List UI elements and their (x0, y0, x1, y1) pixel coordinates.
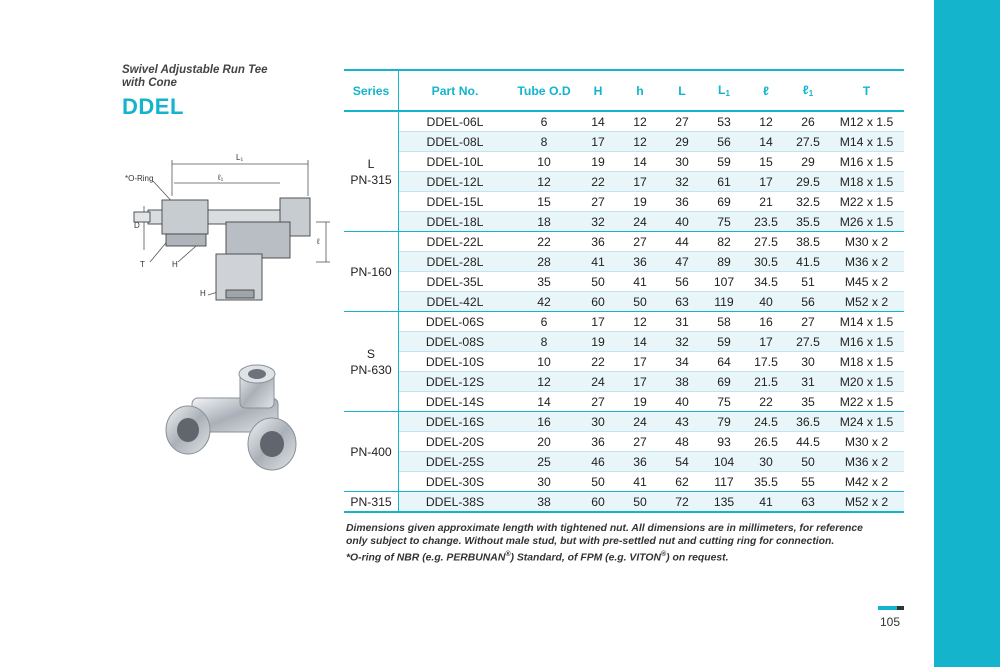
table-cell: 27 (619, 232, 661, 252)
table-cell: 40 (661, 212, 703, 232)
table-cell: 69 (703, 372, 745, 392)
table-cell: M18 x 1.5 (829, 352, 904, 372)
table-row (344, 152, 904, 172)
footnote-line-3-a: *O-ring of NBR (e.g. PERBUNAN (346, 552, 506, 564)
table-cell: 6 (511, 111, 577, 132)
table-row (344, 232, 904, 252)
table-cell: 12 (619, 312, 661, 332)
table-cell: 15 (745, 152, 787, 172)
series-label: PN-400 (350, 444, 392, 459)
table-cell: 17 (745, 172, 787, 192)
col-header-l1: ℓ$_1$ (787, 70, 829, 111)
part-number-cell: DDEL-06S (399, 312, 512, 332)
table-cell: 24 (619, 212, 661, 232)
table-cell: 31 (787, 372, 829, 392)
table-cell: M24 x 1.5 (829, 412, 904, 432)
table-row (344, 252, 904, 272)
footnote-line-3-c: ) on request. (666, 552, 729, 564)
table-cell: 17 (619, 372, 661, 392)
subtitle-line-1: Swivel Adjustable Run Tee (122, 64, 268, 76)
table-row (344, 392, 904, 412)
table-cell: M52 x 2 (829, 492, 904, 513)
table-cell: 24 (619, 412, 661, 432)
table-cell: 50 (577, 272, 619, 292)
table-cell: 27 (577, 392, 619, 412)
col-header-L (661, 70, 703, 111)
table-cell: M22 x 1.5 (829, 192, 904, 212)
table-cell: 19 (619, 192, 661, 212)
table-cell: 59 (703, 152, 745, 172)
table-cell: 12 (745, 111, 787, 132)
table-cell: 12 (511, 172, 577, 192)
table-row (344, 492, 904, 513)
table-cell: 69 (703, 192, 745, 212)
table-cell: 41.5 (787, 252, 829, 272)
table-cell: 54 (661, 452, 703, 472)
table-cell: M12 x 1.5 (829, 111, 904, 132)
footnote (346, 522, 906, 564)
table-cell: 32 (577, 212, 619, 232)
table-cell: 89 (703, 252, 745, 272)
table-cell: 53 (703, 111, 745, 132)
drawing-label-L1: L₁ (236, 153, 244, 162)
table-cell: 26 (787, 111, 829, 132)
table-cell: 21.5 (745, 372, 787, 392)
col-header-l: ℓ (745, 70, 787, 111)
part-number-cell: DDEL-06L (399, 111, 512, 132)
table-cell: 107 (703, 272, 745, 292)
table-cell: 27.5 (787, 132, 829, 152)
table-cell: 26.5 (745, 432, 787, 452)
part-number-cell: DDEL-18L (399, 212, 512, 232)
table-cell: M16 x 1.5 (829, 152, 904, 172)
footnote-line-3-b: ) Standard, of FPM (e.g. VITON (510, 552, 661, 564)
table-cell: 20 (511, 432, 577, 452)
table-cell: 30 (577, 412, 619, 432)
series-cell (344, 111, 399, 232)
col-header-tube-od: Tube O.D (511, 70, 577, 111)
table-row (344, 111, 904, 132)
table-cell: 63 (661, 292, 703, 312)
table-cell: 40 (745, 292, 787, 312)
table-cell: 32 (661, 332, 703, 352)
table-cell: 22 (577, 352, 619, 372)
table-row (344, 372, 904, 392)
table-cell: 42 (511, 292, 577, 312)
part-number-cell: DDEL-35L (399, 272, 512, 292)
drawing-label-D: D (134, 221, 140, 230)
table-cell: 16 (745, 312, 787, 332)
registered-mark-1: ® (505, 551, 511, 558)
table-cell: 25 (511, 452, 577, 472)
table-cell: 17 (619, 172, 661, 192)
table-cell: 50 (787, 452, 829, 472)
table-cell: 14 (745, 132, 787, 152)
table-cell: 51 (787, 272, 829, 292)
table-cell: 44.5 (787, 432, 829, 452)
table-cell: 41 (745, 492, 787, 513)
table-row (344, 212, 904, 232)
product-subtitle (122, 64, 268, 90)
part-number-cell: DDEL-10S (399, 352, 512, 372)
table-cell: 23.5 (745, 212, 787, 232)
part-number-cell: DDEL-16S (399, 412, 512, 432)
table-cell: 64 (703, 352, 745, 372)
table-row (344, 452, 904, 472)
drawing-label-H-1: H (172, 260, 178, 269)
table-cell: 35.5 (787, 212, 829, 232)
table-cell: 29.5 (787, 172, 829, 192)
part-number-cell: DDEL-42L (399, 292, 512, 312)
drawing-label-o-ring: *O-Ring (125, 174, 154, 183)
table-cell: M30 x 2 (829, 232, 904, 252)
table-cell: 119 (703, 292, 745, 312)
table-cell: 44 (661, 232, 703, 252)
series-label: PN-630 (350, 362, 392, 377)
table-cell: M36 x 2 (829, 252, 904, 272)
part-number-cell: DDEL-12L (399, 172, 512, 192)
table-cell: 27.5 (745, 232, 787, 252)
table-cell: 10 (511, 352, 577, 372)
table-cell: 32.5 (787, 192, 829, 212)
table-cell: 60 (577, 292, 619, 312)
specification-table (344, 69, 904, 513)
table-cell: 62 (661, 472, 703, 492)
table-cell: 41 (619, 272, 661, 292)
table-cell: 8 (511, 332, 577, 352)
table-cell: 48 (661, 432, 703, 452)
table-cell: 32 (661, 172, 703, 192)
table-cell: 61 (703, 172, 745, 192)
table-cell: M14 x 1.5 (829, 132, 904, 152)
part-number-cell: DDEL-14S (399, 392, 512, 412)
part-number-cell: DDEL-15L (399, 192, 512, 212)
table-cell: 14 (577, 111, 619, 132)
table-cell: M26 x 1.5 (829, 212, 904, 232)
part-number-cell: DDEL-08L (399, 132, 512, 152)
table-cell: M30 x 2 (829, 432, 904, 452)
series-cell (344, 492, 399, 513)
table-cell: 12 (619, 111, 661, 132)
table-cell: 79 (703, 412, 745, 432)
table-row (344, 472, 904, 492)
table-cell: 30.5 (745, 252, 787, 272)
table-row (344, 312, 904, 332)
table-cell: M52 x 2 (829, 292, 904, 312)
table-cell: 56 (703, 132, 745, 152)
col-header-L1: $L_1$ (703, 70, 745, 111)
table-cell: M45 x 2 (829, 272, 904, 292)
table-cell: 27 (787, 312, 829, 332)
table-cell: 17 (577, 312, 619, 332)
table-cell: M18 x 1.5 (829, 172, 904, 192)
table-cell: 27 (619, 432, 661, 452)
table-cell: 35.5 (745, 472, 787, 492)
table-row (344, 332, 904, 352)
table-cell: 36 (619, 452, 661, 472)
table-cell: 50 (619, 492, 661, 513)
table-cell: 36 (577, 232, 619, 252)
table-cell: 15 (511, 192, 577, 212)
col-header-h: h (619, 70, 661, 111)
part-number-cell: DDEL-38S (399, 492, 512, 513)
table-cell: 117 (703, 472, 745, 492)
table-cell: 38 (511, 492, 577, 513)
table-cell: 34 (661, 352, 703, 372)
table-cell: 31 (661, 312, 703, 332)
col-header-series: Series (344, 70, 399, 111)
part-number-cell: DDEL-10L (399, 152, 512, 172)
table-cell: 30 (787, 352, 829, 372)
footnote-line-2: only subject to change. Without male stud, but with pre-settled nut and cutting ring for connection. (346, 536, 835, 547)
table-cell: 14 (619, 152, 661, 172)
table-cell: 24 (577, 372, 619, 392)
table-cell: 14 (619, 332, 661, 352)
table-row (344, 272, 904, 292)
table-cell: 43 (661, 412, 703, 432)
table-cell: 27 (661, 111, 703, 132)
table-cell: 10 (511, 152, 577, 172)
table-cell: 36 (619, 252, 661, 272)
table-row (344, 292, 904, 312)
table-cell: 59 (703, 332, 745, 352)
product-code-title: DDEL (122, 94, 184, 119)
table-row (344, 352, 904, 372)
table-cell: 19 (577, 332, 619, 352)
table-cell: 30 (745, 452, 787, 472)
table-cell: 58 (703, 312, 745, 332)
col-header-L-text: L (678, 83, 686, 98)
table-cell: 30 (511, 472, 577, 492)
right-color-band (934, 0, 1000, 667)
table-row (344, 132, 904, 152)
table-cell: M42 x 2 (829, 472, 904, 492)
series-label: PN-315 (350, 494, 392, 509)
page-dark-bar (897, 606, 904, 610)
table-header-row (344, 70, 904, 111)
table-cell: 135 (703, 492, 745, 513)
table-cell: 36.5 (787, 412, 829, 432)
table-cell: 47 (661, 252, 703, 272)
series-cell (344, 232, 399, 312)
table-cell: 56 (787, 292, 829, 312)
col-header-part-no: Part No. (399, 70, 512, 111)
table-cell: 104 (703, 452, 745, 472)
table-cell: 22 (577, 172, 619, 192)
table-cell: 41 (619, 472, 661, 492)
table-row (344, 412, 904, 432)
table-cell: 46 (577, 452, 619, 472)
table-cell: 19 (619, 392, 661, 412)
part-number-cell: DDEL-25S (399, 452, 512, 472)
part-number-cell: DDEL-08S (399, 332, 512, 352)
table-cell: 17 (619, 352, 661, 372)
table-cell: 56 (661, 272, 703, 292)
part-number-cell: DDEL-20S (399, 432, 512, 452)
drawing-label-l: ℓ (317, 237, 320, 246)
technical-drawing (120, 150, 342, 312)
table-row (344, 172, 904, 192)
part-number-cell: DDEL-28L (399, 252, 512, 272)
table-cell: 14 (511, 392, 577, 412)
table-cell: 35 (787, 392, 829, 412)
footnote-line-1: Dimensions given approximate length with tightened nut. All dimensions are in millimeters, for reference (346, 523, 863, 534)
table-cell: 24.5 (745, 412, 787, 432)
series-cell (344, 412, 399, 492)
table-cell: 75 (703, 212, 745, 232)
table-cell: 22 (511, 232, 577, 252)
table-cell: 36 (661, 192, 703, 212)
table-cell: 50 (619, 292, 661, 312)
table-cell: 72 (661, 492, 703, 513)
table-cell: 93 (703, 432, 745, 452)
table-cell: 34.5 (745, 272, 787, 292)
table-cell: M22 x 1.5 (829, 392, 904, 412)
table-cell: 17 (745, 332, 787, 352)
table-cell: 35 (511, 272, 577, 292)
product-photo (158, 360, 308, 485)
table-cell: 29 (787, 152, 829, 172)
drawing-label-T: T (140, 260, 145, 269)
table-row (344, 432, 904, 452)
table-cell: 8 (511, 132, 577, 152)
series-label: PN-315 (350, 172, 392, 187)
drawing-label-l1: ℓ₁ (218, 173, 224, 182)
table-cell: 6 (511, 312, 577, 332)
table-cell: 63 (787, 492, 829, 513)
table-cell: 38 (661, 372, 703, 392)
table-cell: 75 (703, 392, 745, 412)
table-cell: 19 (577, 152, 619, 172)
series-cell (344, 312, 399, 412)
page-number: 105 (880, 615, 901, 629)
table-cell: M36 x 2 (829, 452, 904, 472)
table-cell: 40 (661, 392, 703, 412)
series-label: L (367, 156, 375, 171)
table-cell: 17.5 (745, 352, 787, 372)
table-cell: 29 (661, 132, 703, 152)
table-cell: 18 (511, 212, 577, 232)
table-cell: 38.5 (787, 232, 829, 252)
table-cell: 27.5 (787, 332, 829, 352)
table-cell: 22 (745, 392, 787, 412)
registered-mark-2: ® (660, 551, 667, 558)
series-label: S (366, 346, 376, 361)
table-cell: M14 x 1.5 (829, 312, 904, 332)
part-number-cell: DDEL-22L (399, 232, 512, 252)
table-row (344, 192, 904, 212)
table-cell: 60 (577, 492, 619, 513)
drawing-label-H-2: H (200, 289, 206, 298)
table-cell: 21 (745, 192, 787, 212)
col-header-T: T (829, 70, 904, 111)
page-accent-bar (878, 606, 897, 610)
table-cell: 17 (577, 132, 619, 152)
table-cell: 82 (703, 232, 745, 252)
col-header-H: H (577, 70, 619, 111)
part-number-cell: DDEL-30S (399, 472, 512, 492)
subtitle-line-2: with Cone (122, 77, 177, 89)
part-number-cell: DDEL-12S (399, 372, 512, 392)
series-label: PN-160 (350, 264, 392, 279)
table-cell: 55 (787, 472, 829, 492)
footnote-line-3 (346, 548, 906, 564)
table-cell: 30 (661, 152, 703, 172)
table-cell: 41 (577, 252, 619, 272)
table-cell: 16 (511, 412, 577, 432)
table-cell: 12 (511, 372, 577, 392)
table-cell: 27 (577, 192, 619, 212)
table-cell: 36 (577, 432, 619, 452)
table-cell: 50 (577, 472, 619, 492)
table-cell: 28 (511, 252, 577, 272)
table-cell: M16 x 1.5 (829, 332, 904, 352)
table-cell: M20 x 1.5 (829, 372, 904, 392)
table-cell: 12 (619, 132, 661, 152)
